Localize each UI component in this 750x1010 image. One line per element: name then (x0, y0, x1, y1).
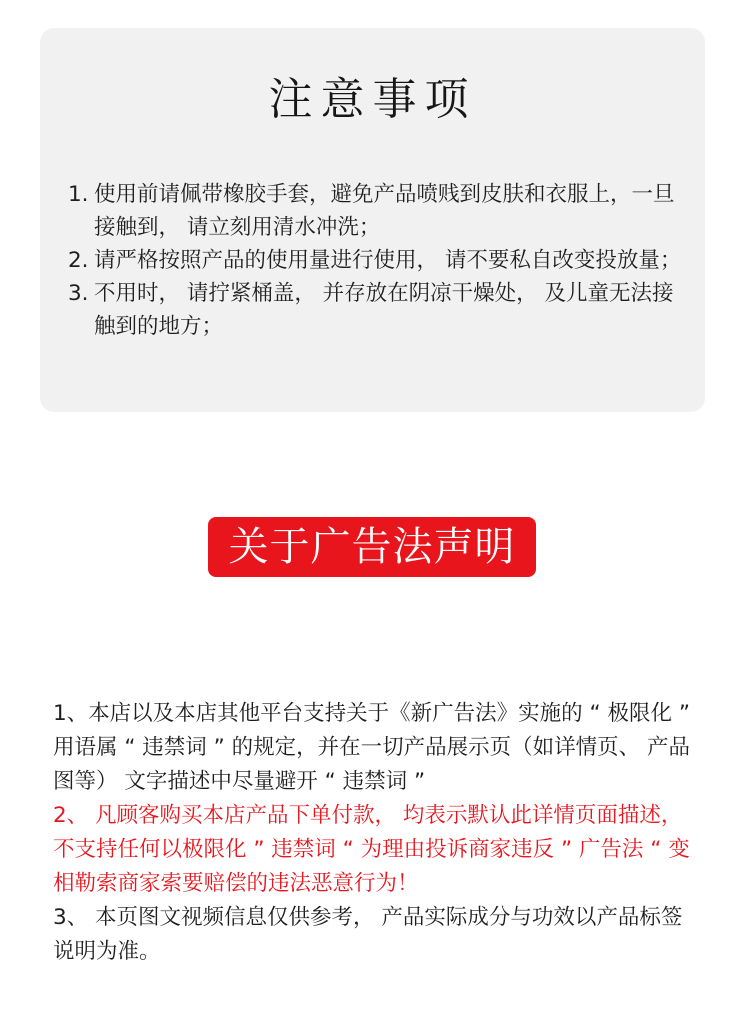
notice-item (68, 244, 688, 277)
notice-item-text: 不用时， 请拧紧桶盖， 并存放在阴凉干燥处， 及儿童无法接触到的地方； (94, 281, 674, 339)
notice-item (68, 277, 688, 343)
statement-item: 3、 本页图文视频信息仅供参考， 产品实际成分与功效以产品标签说明为准。 (53, 905, 683, 964)
notice-item-number: 2. (68, 248, 89, 273)
statement-item-warning: 2、 凡顾客购买本店产品下单付款， 均表示默认此详情页面描述， 不支持任何以极限化 ” 违禁词 “ 为理由投诉商家违反 ” 广告法 “ 变相勒索商家索要赔偿的违法恶意行为！ (53, 803, 690, 896)
notice-item-number: 1. (68, 182, 89, 207)
notice-item-number: 3. (68, 281, 89, 306)
notice-list (68, 178, 688, 343)
notice-item-text: 使用前请佩带橡胶手套，避免产品喷贱到皮肤和衣服上，一旦接触到， 请立刻用清水冲洗； (94, 182, 675, 240)
notice-title: 注意事项 (268, 74, 477, 125)
notice-card (40, 28, 705, 412)
statement-item: 1、本店以及本店其他平台支持关于《新广告法》实施的 “ 极限化 ” 用语属 “ 违禁词 ” 的规定，并在一切产品展示页（如详情页、 产品图等） 文字描述中尽量避开 “ 违禁词 ” (53, 701, 690, 794)
notice-item-text: 请严格按照产品的使用量进行使用， 请不要私自改变投放量； (94, 248, 682, 273)
notice-item (68, 178, 688, 244)
ad-law-banner: 关于广告法声明 (208, 517, 536, 577)
ad-law-statement (53, 697, 703, 969)
